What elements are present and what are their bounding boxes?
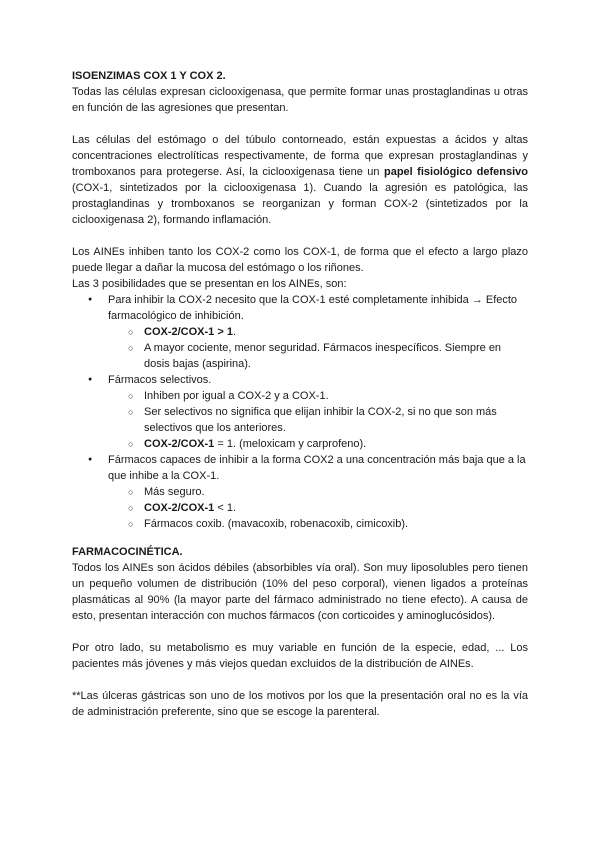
sub-list-item: ○ A mayor cociente, menor seguridad. Fármacos inespecíficos. Siempre en dosis bajas (aspirina). bbox=[72, 340, 528, 372]
sub-list-item: ○ Ser selectivos no significa que elijan inhibir la COX-2, si no que son más selectivos que los anteriores. bbox=[72, 404, 528, 436]
sub-list-item: ○ Más seguro. bbox=[72, 484, 528, 500]
paragraph: Las 3 posibilidades que se presentan en los AINEs, son: bbox=[72, 278, 347, 290]
sub-list-item: ○ COX-2/COX-1 < 1. bbox=[72, 500, 528, 516]
list-item: ● Para inhibir la COX-2 necesito que la COX-1 esté completamente inhibida → Efecto farmacológico de inhibición. bbox=[72, 292, 528, 324]
bold-term: papel fisiológico defensivo bbox=[384, 166, 528, 178]
aines-options-list bbox=[72, 292, 528, 532]
sub-list-item: ○ Fármacos coxib. (mavacoxib, robenacoxib, cimicoxib). bbox=[72, 516, 528, 532]
section-title-farmacocinetica: FARMACOCINÉTICA. bbox=[72, 546, 183, 558]
footnote-paragraph: **Las úlceras gástricas son uno de los motivos por los que la presentación oral no es la vía de administración preferente, sino que se escoge la parenteral. bbox=[72, 690, 528, 718]
sub-list-item: ○ COX-2/COX-1 = 1. (meloxicam y carprofeno). bbox=[72, 436, 528, 452]
list-item: ● Fármacos capaces de inhibir a la forma COX2 a una concentración más baja que a la que inhibe a la COX-1. bbox=[72, 452, 528, 484]
document-content bbox=[72, 68, 528, 720]
list-item: ● Fármacos selectivos. bbox=[72, 372, 528, 388]
paragraph: Todos los AINEs son ácidos débiles (absorbibles vía oral). Son muy liposolubles pero tienen un pequeño volumen de distribución (10% del peso corporal), vienen ligados a proteínas plasmáticas al 90% (la mayor parte del fármaco administrado no tiene efecto). A causa de esto, presentan interacción con muchos fármacos (con corticoides y aminoglucósidos). bbox=[72, 562, 528, 622]
paragraph: Las células del estómago o del túbulo contorneado, están expuestas a ácidos y altas concentraciones electrolíticas respectivamente, de forma que expresan prostaglandinas y tromboxanos para protegerse. Así, la ciclooxigenasa tiene un papel fisiológico defensivo (COX-1, sintetizados por la ciclooxigenasa 1). Cuando la agresión es patológica, las prostaglandinas y tromboxanos se reorganizan y forman COX-2 (sintetizados por la ciclooxigenasa 2), formando inflamación. bbox=[72, 134, 528, 226]
sub-list-item: ○ Inhiben por igual a COX-2 y a COX-1. bbox=[72, 388, 528, 404]
paragraph: Todas las células expresan ciclooxigenasa, que permite formar unas prostaglandinas u otras en función de las agresiones que presentan. bbox=[72, 86, 528, 114]
paragraph: Los AINEs inhiben tanto los COX-2 como los COX-1, de forma que el efecto a largo plazo puede llegar a dañar la mucosa del estómago o los riñones. bbox=[72, 246, 528, 274]
sub-list-item: ○ COX-2/COX-1 > 1. bbox=[72, 324, 528, 340]
paragraph: Por otro lado, su metabolismo es muy variable en función de la especie, edad, ... Los pacientes más jóvenes y más viejos quedan excluidos de la distribución de AINEs. bbox=[72, 642, 528, 670]
section-title-isoenzimas: ISOENZIMAS COX 1 Y COX 2. bbox=[72, 70, 226, 82]
